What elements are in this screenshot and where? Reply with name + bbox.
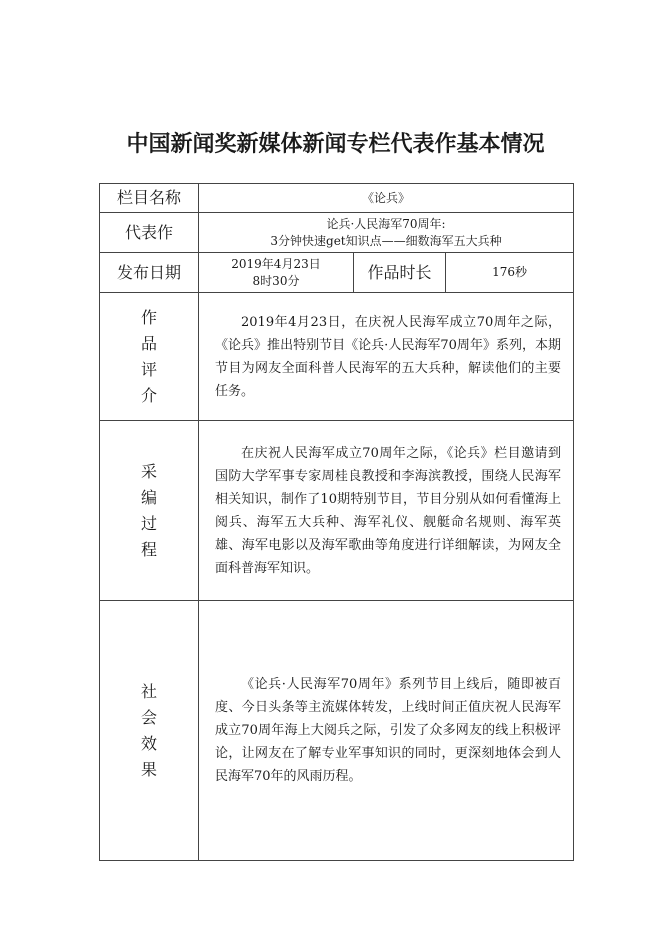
publish-date-line2: 8时30分 bbox=[252, 273, 300, 288]
representative-work-label: 代表作 bbox=[100, 213, 199, 253]
representative-work-line2: 3分钟快速get知识点——细数海军五大兵种 bbox=[270, 233, 502, 248]
row-column-name bbox=[100, 184, 574, 213]
column-name-label: 栏目名称 bbox=[100, 184, 199, 213]
effect-label-char: 会 bbox=[140, 707, 157, 727]
publish-date-line1: 2019年4月23日 bbox=[231, 256, 321, 271]
process-text: 在庆祝人民海军成立70周年之际，《论兵》栏目邀请到国防大学军事专家周桂良教授和李海滨教授，围绕人民海军相关知识，制作了10期特别节目，节目分别从如何看懂海上阅兵、海军五大兵种、海军礼仪、舰艇命名规则、海军英雄、海军电影以及海军歌曲等角度进行详细解读，为网友全面科普海军知识。 bbox=[199, 421, 574, 601]
process-label-char: 采 bbox=[140, 461, 157, 481]
effect-label-char: 社 bbox=[140, 681, 157, 701]
process-label bbox=[100, 421, 199, 601]
info-table bbox=[99, 183, 574, 861]
document-title: 中国新闻奖新媒体新闻专栏代表作基本情况 bbox=[126, 131, 545, 157]
evaluation-text: 2019年4月23日，在庆祝人民海军成立70周年之际，《论兵》推出特别节目《论兵·人民海军70周年》系列，本期节目为网友全面科普人民海军的五大兵种，解读他们的主要任务。 bbox=[199, 293, 574, 421]
effect-label-char: 效 bbox=[140, 733, 157, 753]
publish-date-value bbox=[199, 253, 354, 293]
process-label-char: 程 bbox=[140, 539, 157, 559]
column-name-value: 《论兵》 bbox=[199, 184, 574, 213]
evaluation-label bbox=[100, 293, 199, 421]
row-effect bbox=[100, 601, 574, 861]
effect-text: 《论兵·人民海军70周年》系列节目上线后，随即被百度、今日头条等主流媒体转发，上线时间正值庆祝人民海军成立70周年海上大阅兵之际，引发了众多网友的线上积极评论，让网友在了解专业军事知识的同时，更深刻地体会到人民海军70年的风雨历程。 bbox=[199, 601, 574, 861]
representative-work-line1: 论兵·人民海军70周年: bbox=[326, 216, 446, 231]
effect-label-char: 果 bbox=[140, 759, 157, 779]
row-evaluation bbox=[100, 293, 574, 421]
duration-label: 作品时长 bbox=[354, 253, 446, 293]
row-representative-work bbox=[100, 213, 574, 253]
evaluation-label-char: 作 bbox=[140, 307, 157, 327]
process-label-char: 编 bbox=[140, 487, 157, 507]
evaluation-label-char: 品 bbox=[140, 333, 157, 353]
representative-work-value bbox=[199, 213, 574, 253]
duration-value: 176秒 bbox=[446, 253, 574, 293]
process-label-char: 过 bbox=[140, 513, 157, 533]
row-publish bbox=[100, 253, 574, 293]
evaluation-label-char: 评 bbox=[140, 359, 157, 379]
evaluation-label-char: 介 bbox=[140, 385, 157, 405]
publish-date-label: 发布日期 bbox=[100, 253, 199, 293]
row-process bbox=[100, 421, 574, 601]
effect-label bbox=[100, 601, 199, 861]
